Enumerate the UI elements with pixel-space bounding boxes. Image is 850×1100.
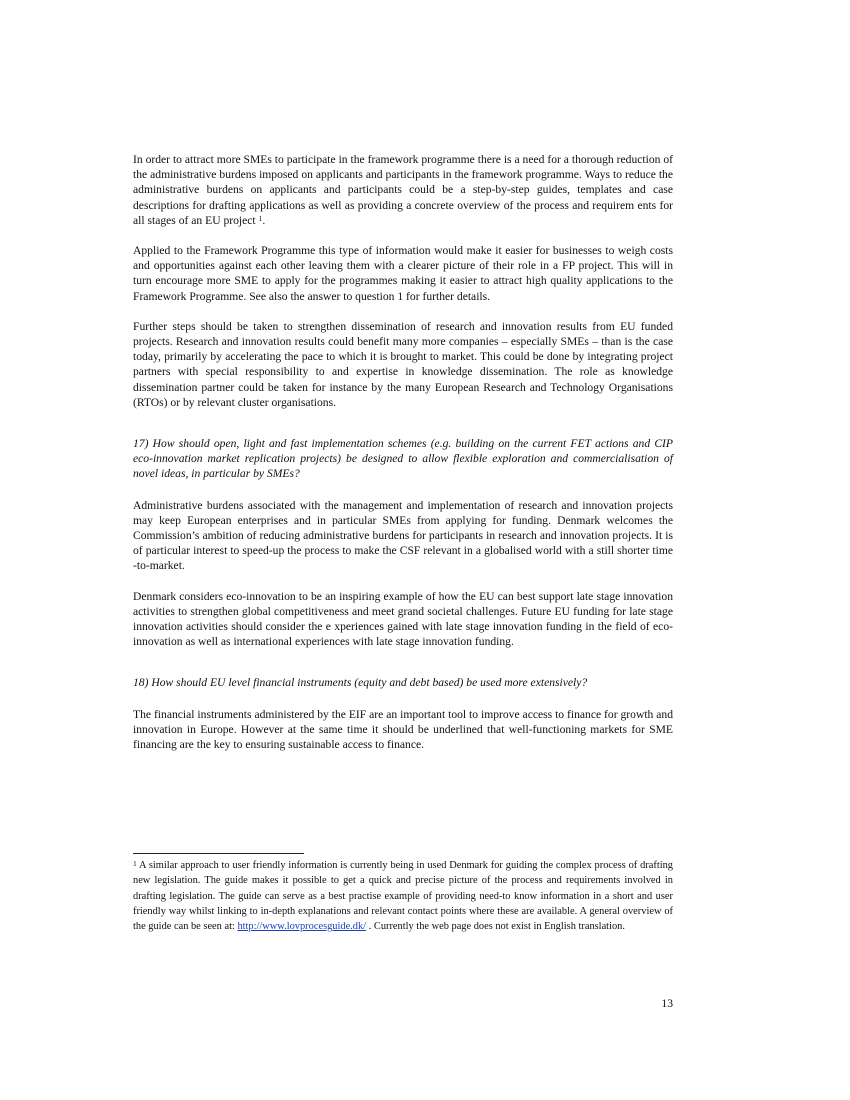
footnote-text-end: . Currently the web page does not exist in English translation. xyxy=(368,921,625,933)
footnote-marker: 1 xyxy=(133,859,137,868)
paragraph-framework-info: Applied to the Framework Programme this type of information would make it easier for businesses to weigh costs and opportunities against each other leaving them with a clearer picture of their role in a FP project. This will in turn encourage more SME to apply for the programmes making it easier to attract high quality applications to the Framework Programme. See also the answer to question 1 for further details. xyxy=(133,244,673,303)
body-text xyxy=(133,152,673,752)
footnote-separator xyxy=(133,853,304,854)
paragraph-eco-innovation: Denmark considers eco-innovation to be an inspiring example of how the EU can best support late stage innovation activities to strengthen global competitiveness and meet grand societal challenges. Future EU funding for late stage innovation activities should consider the e xperiences gained with late stage innovation funding in the field of eco-innovation as well as international experiences with late stage innovation funding. xyxy=(133,589,673,649)
paragraph-end: . xyxy=(262,213,266,227)
paragraph-admin-burdens: Administrative burdens associated with the management and implementation of research and innovation projects may keep European enterprises and in particular SMEs from applying for funding. Denmark welcomes the Commission’s ambition of reducing administrative burdens for participants in research and innovation projects. It is of particular interest to speed-up the process to make the CSF relevant in a globalised world with a still shorter time -to-market. xyxy=(133,498,673,573)
paragraph-text: In order to attract more SMEs to participate in the framework programme there is a need for a thorough reduction of the administrative burdens imposed on applicants and participants in the framework programme. Ways to reduce the administrative burdens on applicants and participants could be a step-by-step guides, templates and case descriptions for drafting applications as well as providing a concrete overview of the process and requirem ents for all stages of an EU project xyxy=(133,153,673,227)
question-18: 18) How should EU level financial instruments (equity and debt based) be used more extensively? xyxy=(133,676,588,690)
footnote-link[interactable]: http://www.lovprocesguide.dk/ xyxy=(237,921,367,933)
paragraph-dissemination: Further steps should be taken to strengthen dissemination of research and innovation results from EU funded projects. Research and innovation results could benefit many more companies – especially SMEs – than is the case today, primarily by accelerating the pace to which it is brought to market. This could be done by integrating project partners with special responsibility to and expertise in knowledge dissemination. The role as knowledge dissemination partner could be taken for instance by the many European Research and Technology Organisations (RTOs) or by relevant cluster organisations. xyxy=(133,319,673,409)
footnote-text: A similar approach to user friendly information is currently being in used Denmark for guiding the complex process of drafting new legislation. The guide makes it possible to get a quick and precise picture of the process and requirements involved in drafting legislation. The guide can serve as a best practise example of providing need-to know information in a short and user friendly way whilst linking to in-depth explanations and relevant contact points where these are available. A general overview of the guide can be seen at: xyxy=(133,860,673,933)
paragraph-financial-instruments: The financial instruments administered by the EIF are an important tool to improve access to finance for growth and innovation in Europe. However at the same time it should be underlined that well-functioning markets for SME financing are the key to ensuring sustainable access to finance. xyxy=(133,707,673,752)
paragraph-sme-burdens xyxy=(133,152,673,228)
footnote xyxy=(133,858,673,934)
question-17: 17) How should open, light and fast implementation schemes (e.g. building on the current FET actions and CIP eco-innovation market replication projects) be designed to allow flexible exploration and commercialisation of novel ideas, in particular by SMEs? xyxy=(133,437,673,481)
footnote-reference[interactable]: 1 xyxy=(258,213,263,223)
page-number: 13 xyxy=(661,997,673,1010)
